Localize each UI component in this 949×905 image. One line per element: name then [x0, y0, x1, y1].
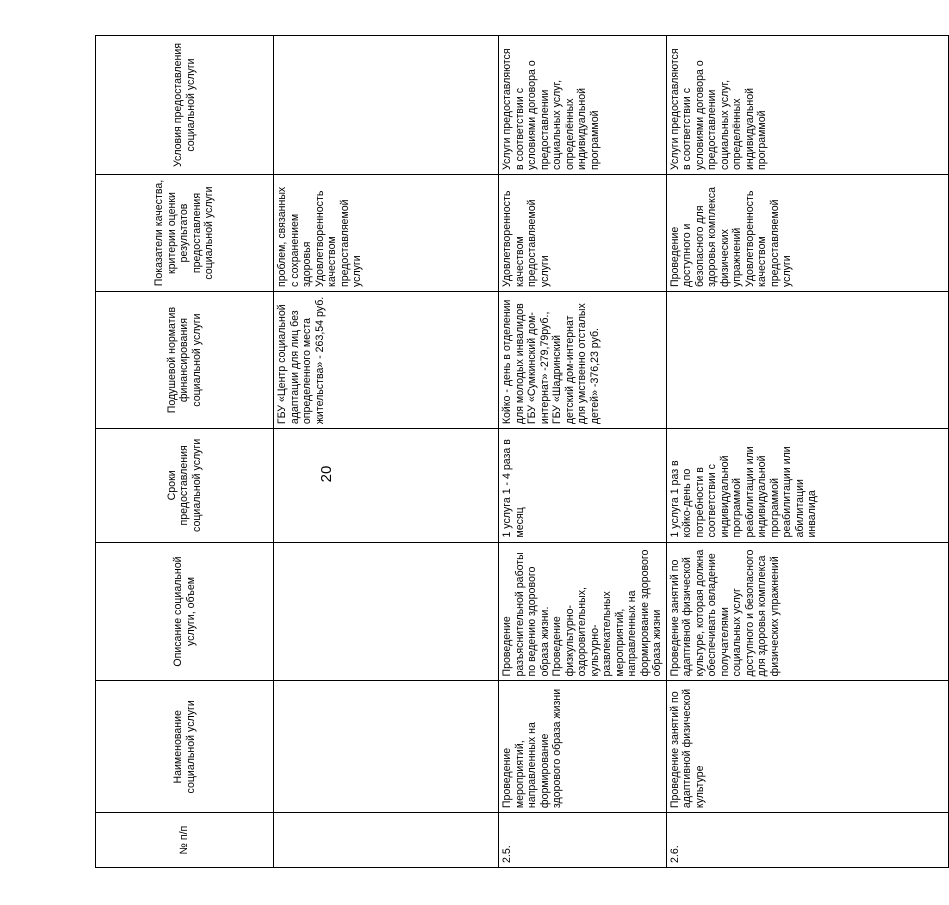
social-services-table — [95, 35, 949, 868]
header-num: № п/п — [96, 813, 274, 868]
cell-cond: Услуги предоставляются в соответствии с условиями договора о предоставлении социальных услуг, определённых индивидуальной программой — [499, 36, 667, 175]
cell-desc: Проведение занятий по адаптивной физической культуре, которая должна обеспечивать овладение получателями социальных услуг доступного и безопасного для здоровья комплекса физических упражнений — [666, 542, 948, 681]
cell-quality: проблем, связанных с сохранением здоровья Удовлетворенность качеством предоставляемой услуги — [274, 175, 499, 292]
cell-quality: Удовлетворенность качеством предоставляемой услуги — [499, 175, 667, 292]
page-number: 20 — [318, 465, 335, 483]
cell-name: Проведение мероприятий, направленных на формирование здорового образа жизни — [499, 681, 667, 813]
cell-desc — [274, 542, 499, 681]
cell-term: 1 услуга 1 раз в койко-день по потребности в соответствии с индивидуальной программой реабилитации или индивидуальной программой реабилитации или абилитации инвалида — [666, 429, 948, 542]
header-quality: Показатели качества, критерии оценки результатов предоставления социальной услуги — [96, 175, 274, 292]
table-row — [666, 36, 948, 868]
cell-norm: ГБУ «Центр социальной адаптации для лиц без определенного места жительства» - 263,54 руб. — [274, 292, 499, 429]
cell-name — [274, 681, 499, 813]
table-row — [499, 36, 667, 868]
cell-term: 1 услуга 1 - 4 раза в месяц — [499, 429, 667, 542]
cell-cond: Услуги предоставляются в соответствии с условиями договора о предоставлении социальных услуг, определённых индивидуальной программой — [666, 36, 948, 175]
table-header-row — [96, 36, 274, 868]
cell-norm: Койко - день в отделении для молодых инвалидов ГБУ «Сумкинский дом-интернат» -279,79руб., ГБУ «Шадринский детский дом-интернат для умственно отсталых детей» -376,23 руб. — [499, 292, 667, 429]
header-term: Сроки предоставления социальной услуги — [96, 429, 274, 542]
cell-quality: Проведение доступного и безопасного для здоровья комплекса физических упражнений Удовлетворенность качеством предоставляемой услуги — [666, 175, 948, 292]
cell-term — [274, 429, 499, 542]
header-cond: Условия предоставления социальной услуги — [96, 36, 274, 175]
header-desc: Описание социальной услуги, объем — [96, 542, 274, 681]
rotated-table-container — [95, 35, 818, 868]
cell-name: Проведение занятий по адаптивной физической культуре — [666, 681, 948, 813]
cell-num: 2.5. — [499, 813, 667, 868]
cell-num: 2.6. — [666, 813, 948, 868]
cell-norm — [666, 292, 948, 429]
cell-desc: Проведение разъяснительной работы по ведению здорового образа жизни. Проведение физкультурно-оздоровительных, культурно-развлекательных мероприятий, направленных на формирование здорового образа жизни — [499, 542, 667, 681]
table-row — [274, 36, 499, 868]
cell-num — [274, 813, 499, 868]
header-norm: Подушевой норматив финансирования социальной услуги — [96, 292, 274, 429]
header-name: Наименование социальной услуги — [96, 681, 274, 813]
cell-cond — [274, 36, 499, 175]
